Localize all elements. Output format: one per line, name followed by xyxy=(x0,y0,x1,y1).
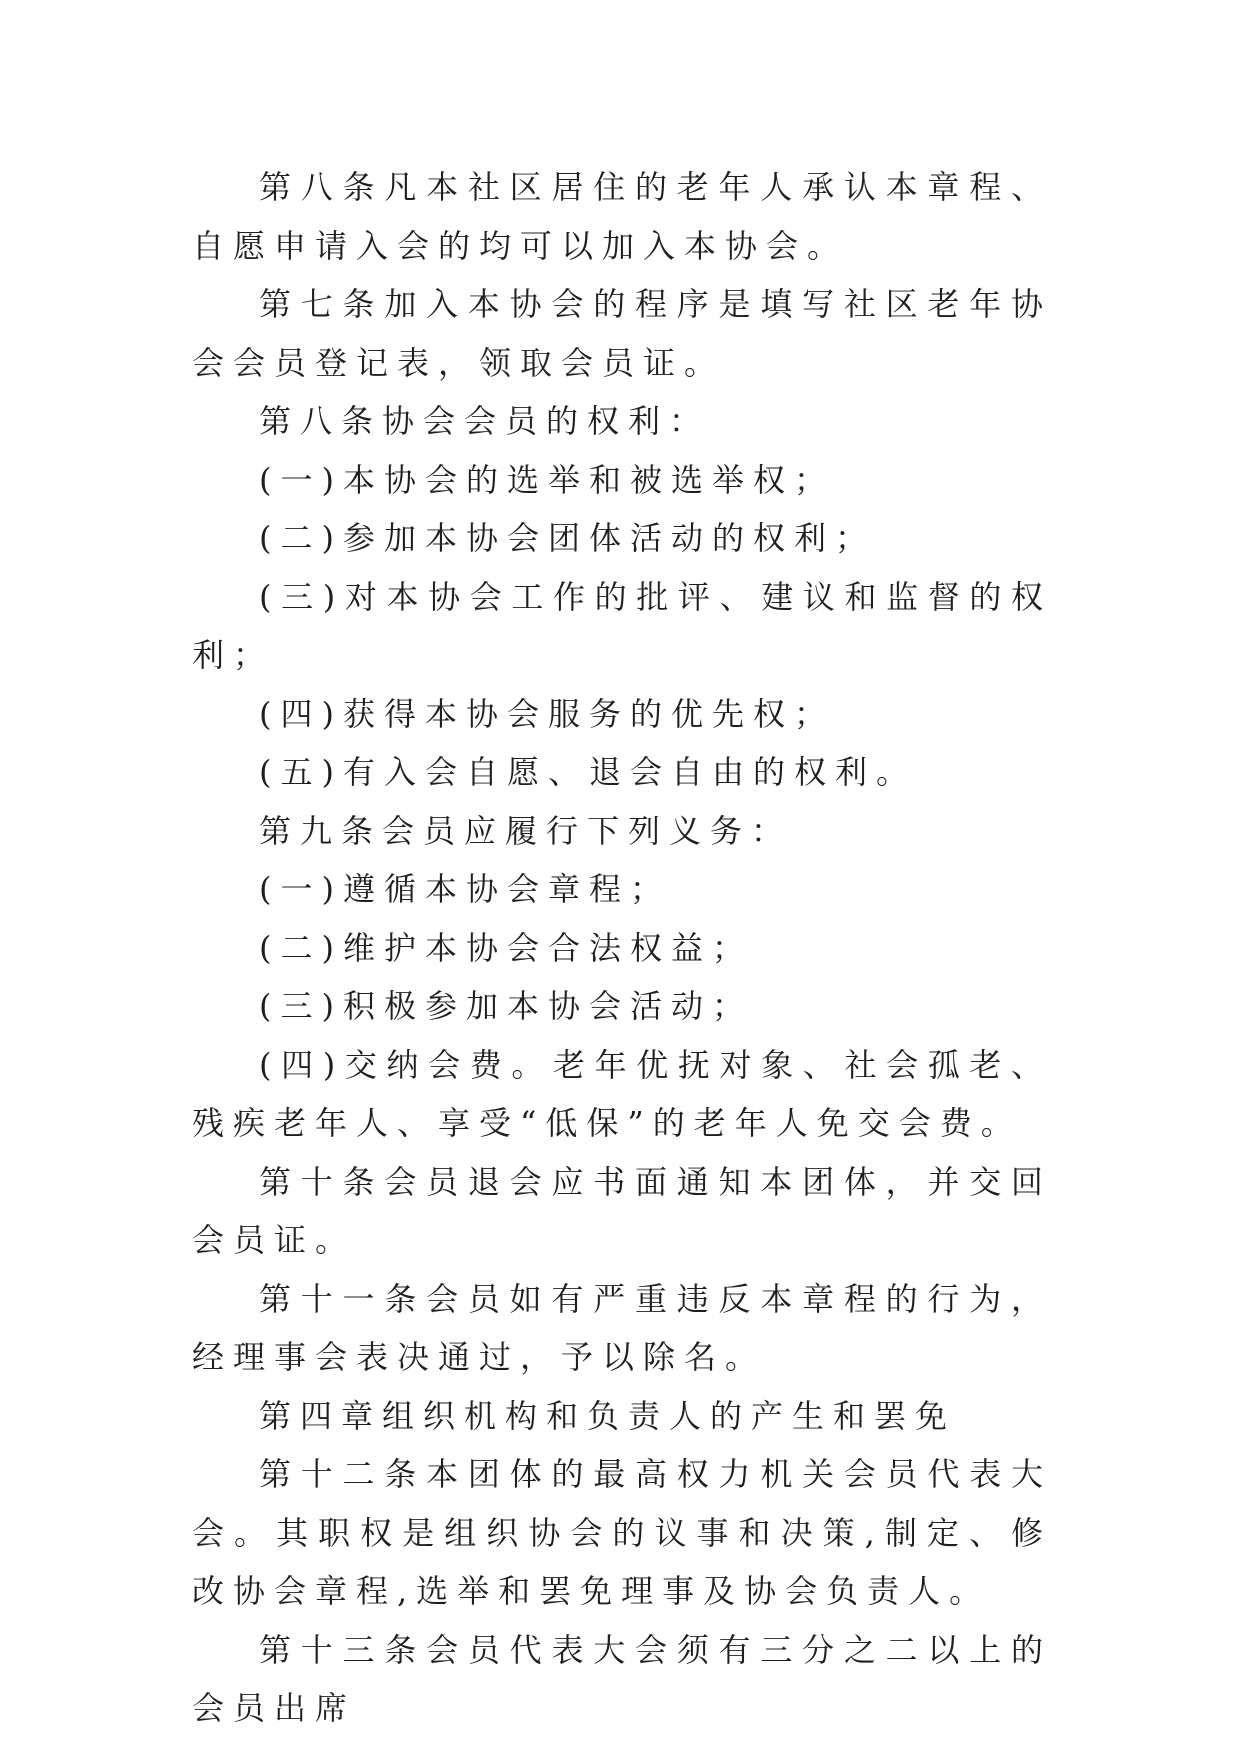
paragraph-article-13: 第十三条会员代表大会须有三分之二以上的会员出席 xyxy=(192,1630,1052,1727)
paragraph-article-10: 第十条会员退会应书面通知本团体，并交回会员证。 xyxy=(192,1162,1052,1259)
list-item-right-5: (五)有入会自愿、退会自由的权利。 xyxy=(259,753,917,791)
list-item-duty-3: (三)积极参加本协会活动； xyxy=(259,987,753,1025)
paragraph-article-7-procedure: 第七条加入本协会的程序是填写社区老年协会会员登记表，领取会员证。 xyxy=(192,285,1052,382)
chapter-4-heading: 第四章组织机构和负责人的产生和罢免 xyxy=(259,1396,957,1435)
paragraph-article-8-rights: 第八条协会会员的权利： xyxy=(259,402,711,440)
paragraph-article-12: 第十二条本团体的最高权力机关会员代表大会。其职权是组织协会的议事和决策,制定、修改协会章程,选举和罢免理事及协会负责人。 xyxy=(192,1455,1052,1610)
paragraph-article-11: 第十一条会员如有严重违反本章程的行为，经理事会表决通过，予以除名。 xyxy=(192,1279,1052,1376)
list-item-right-3: (三)对本协会工作的批评、建议和监督的权利； xyxy=(192,577,1052,674)
paragraph-article-9-duties: 第九条会员应履行下列义务： xyxy=(259,811,793,850)
list-item-duty-1: (一)遵循本协会章程； xyxy=(259,870,671,908)
list-item-duty-4: (四)交纳会费。老年优抚对象、社会孤老、残疾老年人、享受“低保”的老年人免交会费。 xyxy=(192,1045,1052,1142)
list-item-right-2: (二)参加本协会团体活动的权利； xyxy=(259,519,876,557)
list-item-duty-2: (二)维护本协会合法权益； xyxy=(259,928,753,967)
list-item-right-4: (四)获得本协会服务的优先权； xyxy=(259,694,835,733)
list-item-right-1: (一)本协会的选举和被选举权； xyxy=(259,460,835,499)
paragraph-article-8-membership: 第八条凡本社区居住的老年人承认本章程、自愿申请入会的均可以加入本协会。 xyxy=(192,168,1052,265)
document-body xyxy=(192,158,1052,1738)
